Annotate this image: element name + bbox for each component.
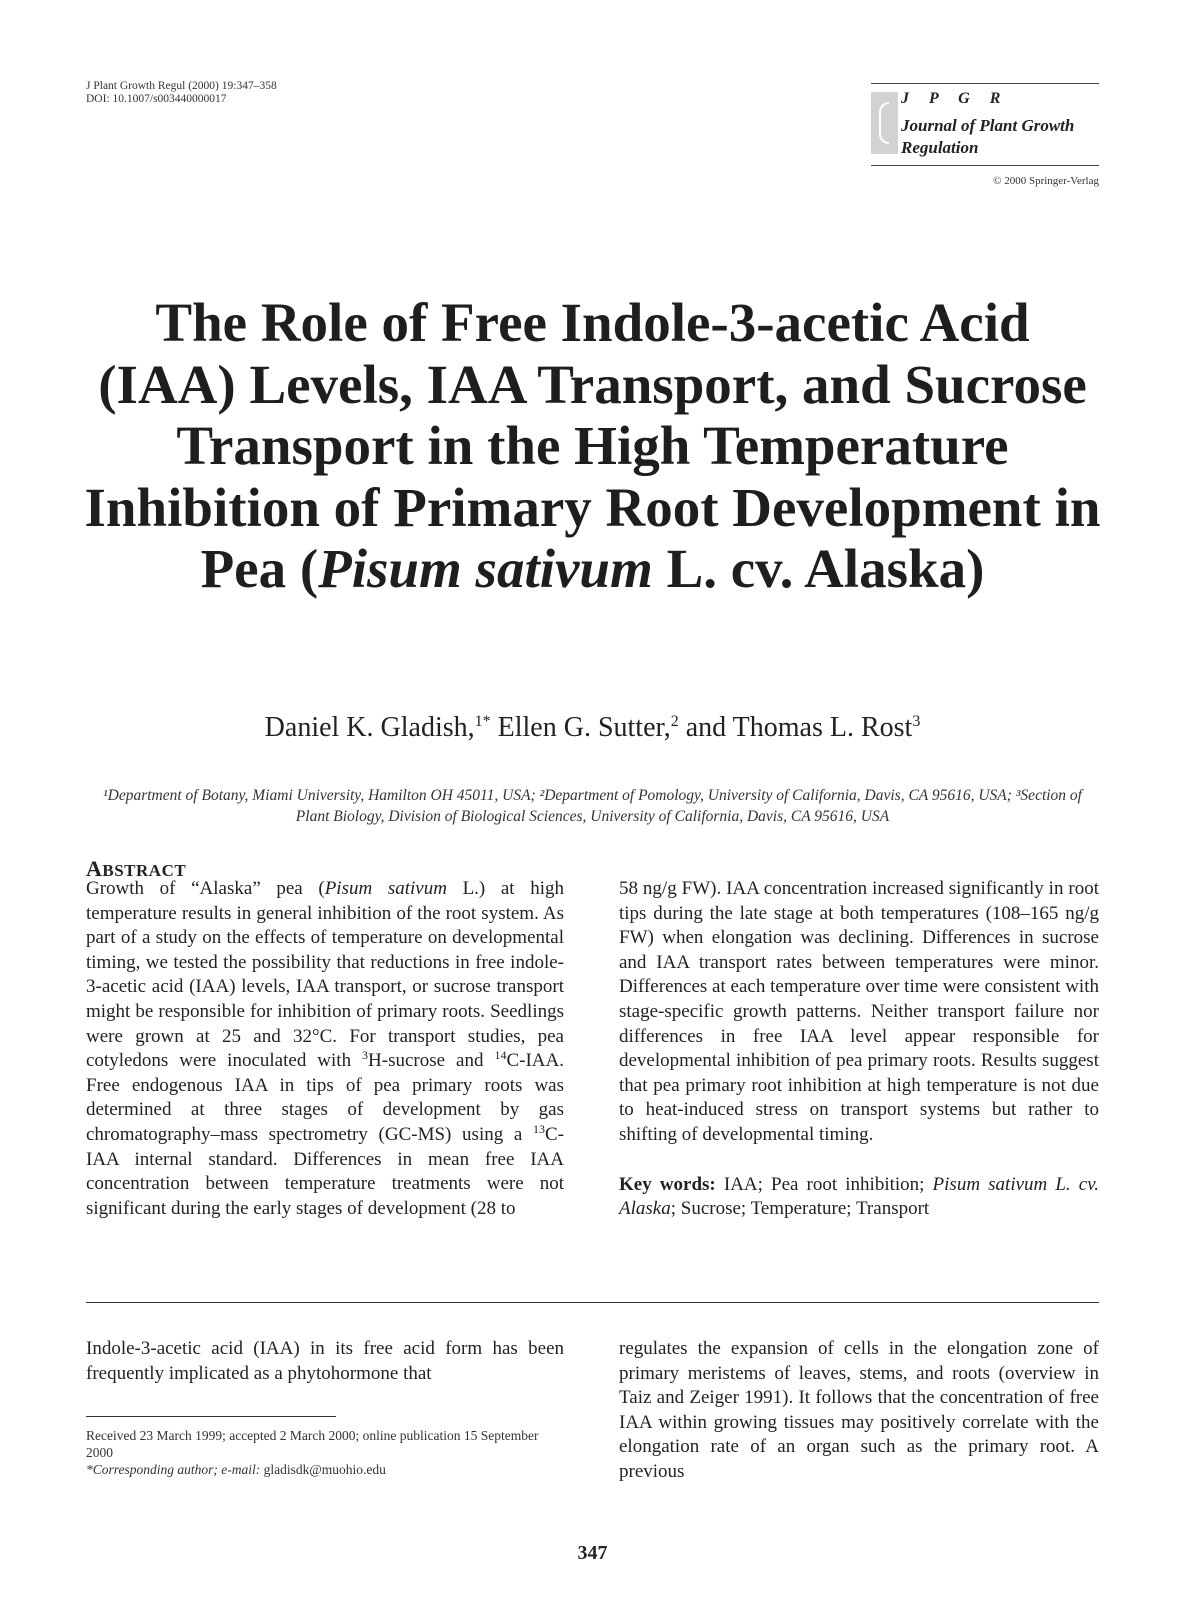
journal-logo-box — [871, 83, 1099, 166]
body-left-column — [86, 1337, 564, 1386]
abstract-paragraph: 58 ng/g FW). IAA concentration increased significantly in root tips during the late stage at both temperatures (108–165 ng/g FW) when elongation was declining. Differences in sucrose and IAA transport rates between temperatures were minor. Differences at each temperature over time were consistent with stage-specific growth patterns. Neither transport failure nor differences in free IAA level appear responsible for developmental inhibition of pea primary roots. Results suggest that pea primary root inhibition at high temperature is not due to heat-induced stress on transport systems but rather to shifting of developmental timing. — [619, 878, 1099, 1145]
author-affiliation-mark: 3 — [912, 713, 921, 730]
footnote — [86, 1427, 564, 1478]
section-divider — [86, 1302, 1099, 1303]
abstract-text: Growth of “Alaska” pea ( — [86, 878, 325, 899]
abstract-right-column — [619, 877, 1099, 1222]
title-text: L. cv. Alaska) — [652, 538, 985, 599]
author-affiliation-mark: 1* — [474, 713, 491, 730]
journal-emblem-icon — [871, 92, 898, 154]
journal-abbreviation: J P G R — [901, 90, 1009, 107]
keywords-label: Key words: — [619, 1173, 716, 1195]
abstract-heading-rest: BSTRACT — [102, 861, 187, 880]
isotope-superscript: 14 — [494, 1048, 507, 1063]
citation-block — [86, 80, 277, 106]
affiliations: ¹Department of Botany, Miami University, Hamilton OH 45011, USA; ²Department of Pomology, University of California, Davis, CA 95616, USA; ³Section of Plant Biology, Division of Biological Sciences, University of California, Davis, CA 95616, USA — [102, 787, 1082, 825]
title-species: Pisum sativum — [318, 538, 653, 599]
isotope-superscript: 13 — [533, 1121, 545, 1136]
keywords-text: ; Sucrose; Temperature; Transport — [670, 1198, 930, 1220]
abstract-paragraph — [86, 877, 564, 1221]
isotope-superscript: 3 — [362, 1048, 369, 1063]
doi-line: DOI: 10.1007/s003440000017 — [86, 93, 227, 105]
journal-name-line: Regulation — [901, 138, 979, 157]
corresponding-label: *Corresponding author; e-mail: — [86, 1462, 261, 1477]
abstract-text: H-sucrose and — [368, 1050, 495, 1072]
body-paragraph: regulates the expansion of cells in the elongation zone of primary meristems of leaves, stems, and roots (overview in Taiz and Zeiger 1991). It follows that the concentration of free IAA within growing tissues may positively correlate with the elongation rate of an organ such as the primary root. A previous — [619, 1338, 1099, 1482]
abstract-text: C-IAA. Free endogenous IAA in tips of pea primary roots was determined at three stages of development by gas chromatography–mass spectrometry (GC-MS) using a — [86, 1050, 564, 1145]
corresponding-author — [86, 1461, 564, 1478]
author-list — [80, 712, 1105, 744]
author-name: Daniel K. Gladish, — [264, 712, 475, 743]
corresponding-email: gladisdk@muohio.edu — [260, 1462, 386, 1477]
copyright-notice: © 2000 Springer-Verlag — [993, 175, 1099, 187]
citation-line: J Plant Growth Regul (2000) 19:347–358 — [86, 80, 277, 92]
journal-box-bottom-rule — [871, 165, 1099, 166]
abstract-text: L.) at high temperature results in general inhibition of the root system. As part of a study on the effects of temperature on developmental timing, we tested the possibility that reductions in free indole-3-acetic acid (IAA) levels, IAA transport, or sucrose transport might be responsible for inhibition of primary roots. Seedlings were grown at 25 and 32°C. For transport studies, pea cotyledons were inoculated with — [86, 878, 564, 1072]
keywords-species: Pisum sativum L. cv. Alaska — [619, 1173, 1099, 1220]
journal-name-line: Journal of Plant Growth — [901, 116, 1075, 135]
body-right-column — [619, 1337, 1099, 1485]
species-name: Pisum sativum — [324, 878, 447, 899]
author-affiliation-mark: 2 — [670, 713, 679, 730]
keywords — [619, 1173, 1099, 1222]
keywords-text: IAA; Pea root inhibition; — [715, 1173, 933, 1195]
author-name: Ellen G. Sutter, — [490, 712, 671, 743]
abstract-text: C-IAA internal standard. Differences in mean free IAA concentration between temperature treatments were not significant during the early stages of development (28 to — [86, 1123, 564, 1219]
abstract-heading-initial: A — [86, 856, 103, 881]
body-paragraph: Indole-3-acetic acid (IAA) in its free acid form has been frequently implicated as a phytohormone that — [86, 1338, 564, 1384]
title-text: The Role of Free Indole-3-acetic Acid (IAA) Levels, IAA Transport, and Sucrose Transport in the High Temperature Inhibition of Primary Root Development in Pea ( — [84, 292, 1101, 599]
page-number: 347 — [577, 1542, 608, 1564]
abstract-left-column — [86, 877, 564, 1221]
journal-name — [901, 115, 1074, 159]
author-name: and Thomas L. Rost — [678, 712, 913, 743]
received-dates: Received 23 March 1999; accepted 2 March 2000; online publication 15 September 2000 — [86, 1428, 539, 1460]
paper-title — [80, 292, 1105, 600]
footnote-rule — [86, 1416, 336, 1417]
